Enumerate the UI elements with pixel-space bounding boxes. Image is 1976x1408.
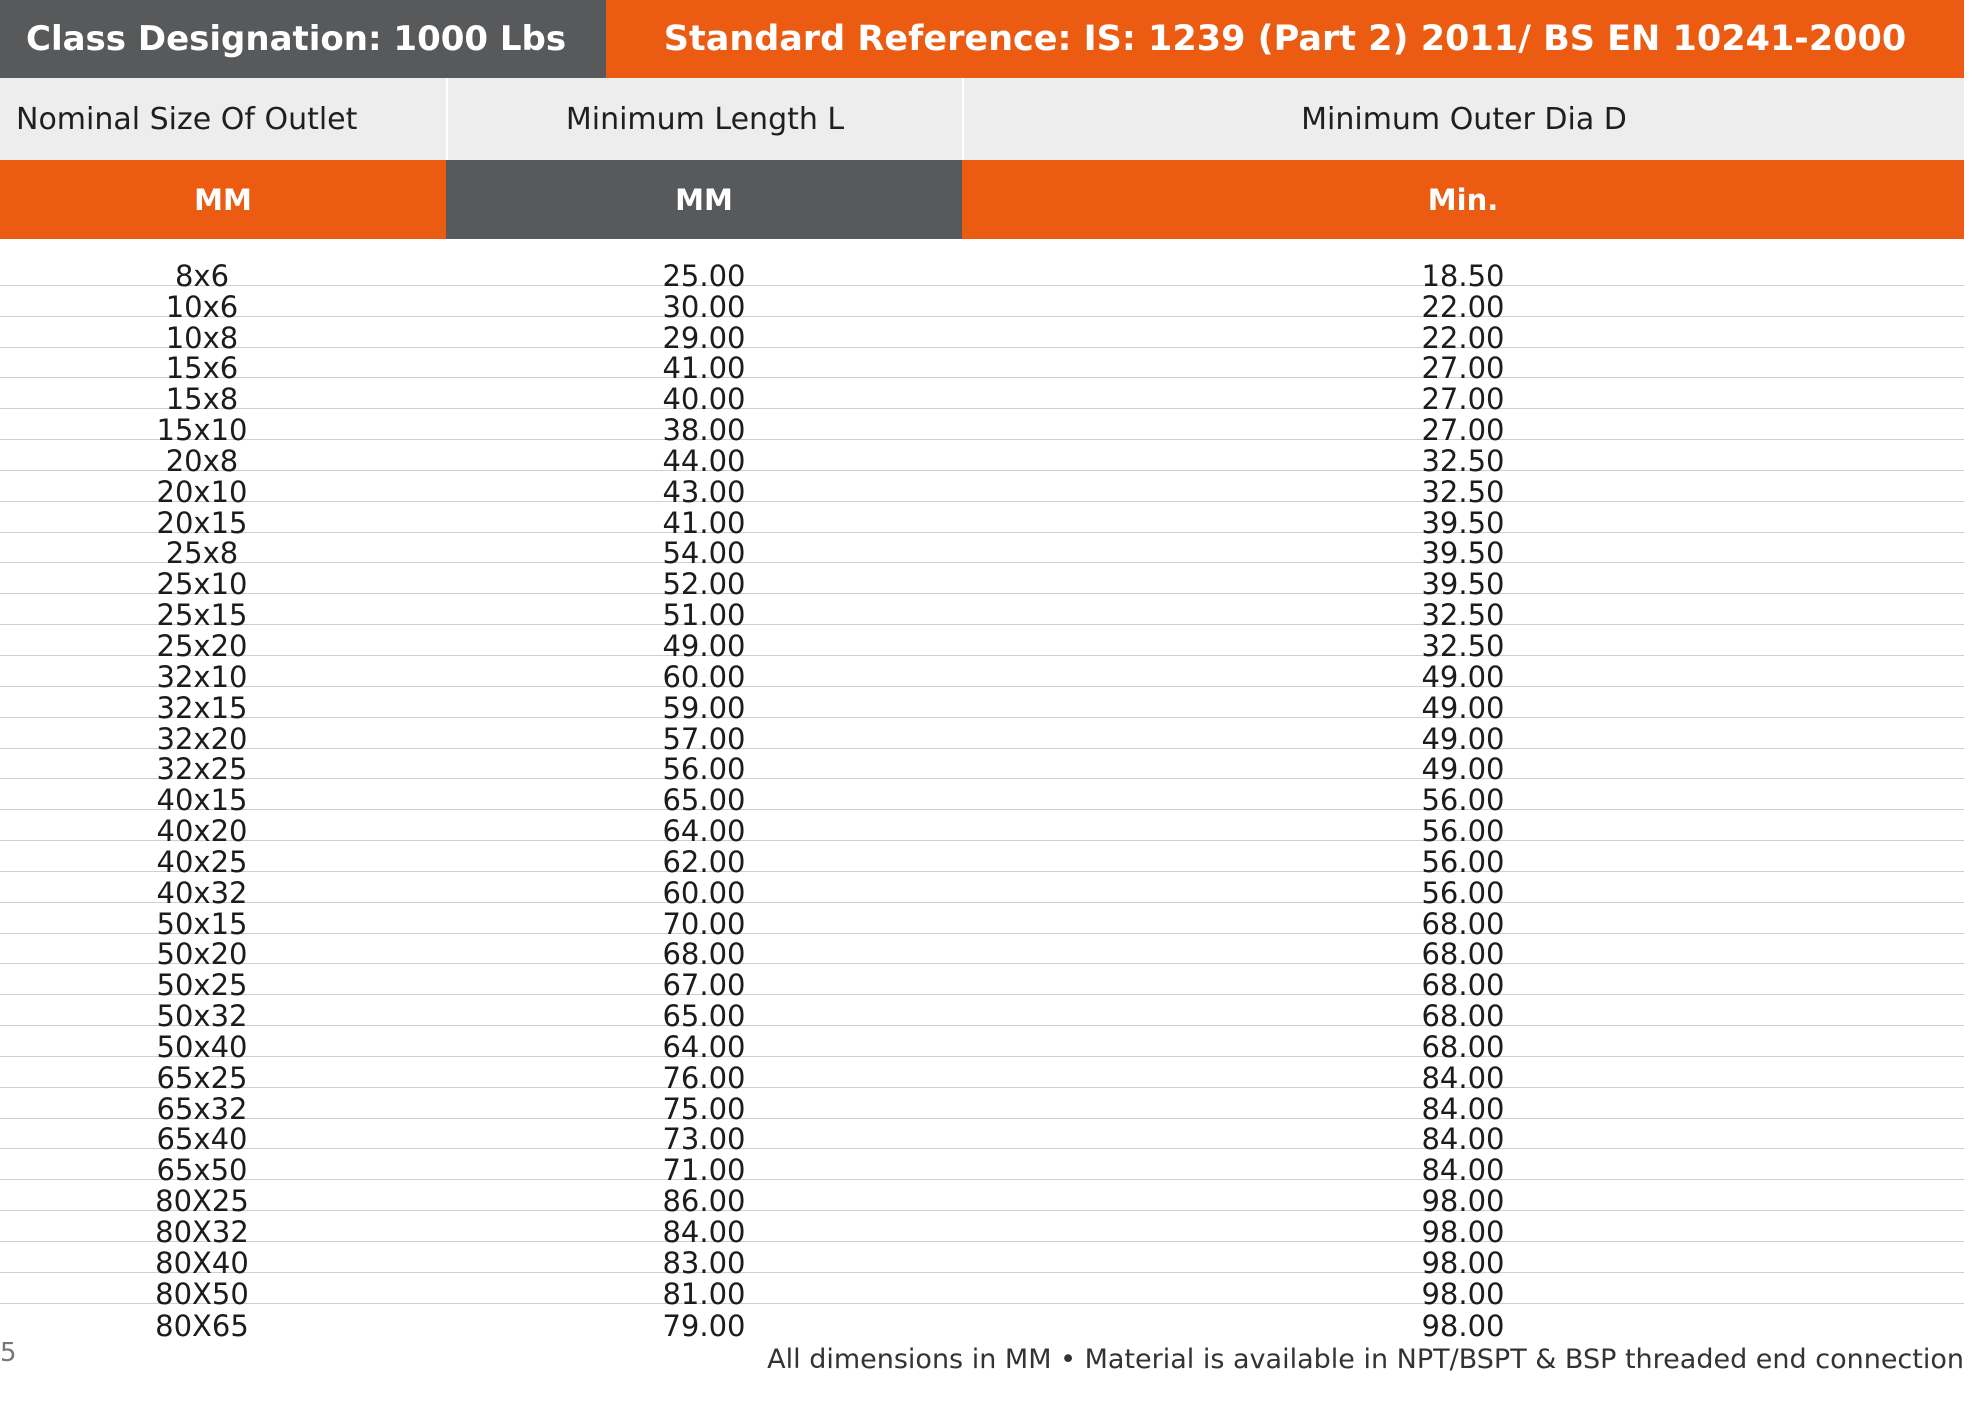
nominal-size-cell: 65x40 — [156, 1122, 248, 1157]
unit-header-diameter: Min. — [962, 160, 1964, 239]
minimum-length-cell: 71.00 — [662, 1153, 746, 1188]
minimum-outer-dia-cell: 39.50 — [1421, 505, 1505, 540]
minimum-length-cell: 86.00 — [662, 1184, 746, 1219]
minimum-length-cell: 44.00 — [662, 443, 746, 478]
minimum-length-cell: 38.00 — [662, 413, 746, 448]
page-number: 5 — [0, 1338, 17, 1368]
nominal-size-cell: 32x20 — [156, 721, 248, 756]
minimum-length-cell: 57.00 — [662, 721, 746, 756]
minimum-outer-dia-cell: 22.00 — [1421, 289, 1505, 324]
nominal-size-cell: 50x40 — [156, 1029, 248, 1064]
nominal-size-cell: 40x32 — [156, 875, 248, 910]
minimum-outer-dia-cell: 22.00 — [1421, 320, 1505, 355]
column-header-minimum-outer-dia: Minimum Outer Dia D — [962, 78, 1964, 160]
minimum-length-cell: 76.00 — [662, 1060, 746, 1095]
nominal-size-cell: 10x8 — [165, 320, 239, 355]
minimum-length-cell: 84.00 — [662, 1215, 746, 1249]
nominal-size-cell: 15x10 — [156, 413, 248, 448]
minimum-length-cell: 70.00 — [662, 906, 746, 941]
minimum-outer-dia-cell: 98.00 — [1421, 1215, 1505, 1249]
minimum-outer-dia-cell: 27.00 — [1421, 382, 1505, 417]
minimum-outer-dia-cell: 68.00 — [1421, 968, 1505, 1003]
minimum-outer-dia-cell: 49.00 — [1421, 659, 1505, 694]
minimum-outer-dia-cell: 27.00 — [1421, 413, 1505, 448]
minimum-length-cell: 65.00 — [662, 999, 746, 1034]
nominal-size-cell: 10x6 — [165, 289, 239, 324]
minimum-length-cell: 75.00 — [662, 1091, 746, 1126]
table-row — [0, 255, 1964, 293]
minimum-outer-dia-cell: 98.00 — [1421, 1184, 1505, 1219]
minimum-outer-dia-cell: 49.00 — [1421, 721, 1505, 756]
minimum-outer-dia-cell: 98.00 — [1421, 1308, 1505, 1343]
nominal-size-cell: 40x25 — [156, 844, 248, 879]
nominal-size-cell: 25x20 — [156, 628, 248, 663]
nominal-size-cell: 65x25 — [156, 1060, 248, 1095]
nominal-size-cell: 25x10 — [156, 567, 248, 602]
minimum-outer-dia-cell: 84.00 — [1421, 1091, 1505, 1126]
minimum-outer-dia-cell: 56.00 — [1421, 844, 1505, 879]
minimum-outer-dia-cell: 56.00 — [1421, 814, 1505, 849]
minimum-outer-dia-cell: 39.50 — [1421, 536, 1505, 571]
column-header-nominal-size: Nominal Size Of Outlet — [0, 78, 446, 160]
minimum-outer-dia-cell: 56.00 — [1421, 783, 1505, 818]
dimensions-table-body — [0, 255, 1964, 1343]
minimum-length-cell: 25.00 — [662, 258, 746, 293]
minimum-length-cell: 30.00 — [662, 289, 746, 324]
nominal-size-cell: 32x10 — [156, 659, 248, 694]
nominal-size-cell: 20x8 — [165, 443, 239, 478]
minimum-outer-dia-cell: 84.00 — [1421, 1122, 1505, 1157]
minimum-length-cell: 68.00 — [662, 937, 746, 972]
minimum-outer-dia-cell: 32.50 — [1421, 443, 1505, 478]
minimum-length-cell: 60.00 — [662, 875, 746, 910]
nominal-size-cell: 15x6 — [165, 351, 239, 386]
nominal-size-cell: 80X50 — [155, 1276, 249, 1311]
column-header-minimum-length: Minimum Length L — [446, 78, 962, 160]
minimum-length-cell: 73.00 — [662, 1122, 746, 1157]
minimum-outer-dia-cell: 56.00 — [1421, 875, 1505, 910]
minimum-length-cell: 52.00 — [662, 567, 746, 602]
minimum-length-cell: 41.00 — [662, 505, 746, 540]
nominal-size-cell: 65x32 — [156, 1091, 248, 1126]
minimum-length-cell: 41.00 — [662, 351, 746, 386]
footnote: All dimensions in MM • Material is available in NPT/BSPT & BSP threaded end connection — [767, 1344, 1964, 1375]
minimum-outer-dia-cell: 32.50 — [1421, 598, 1505, 633]
minimum-outer-dia-cell: 98.00 — [1421, 1245, 1505, 1280]
minimum-length-cell: 60.00 — [662, 659, 746, 694]
nominal-size-cell: 50x25 — [156, 968, 248, 1003]
nominal-size-cell: 25x8 — [165, 536, 239, 571]
nominal-size-cell: 32x25 — [156, 752, 248, 787]
minimum-length-cell: 83.00 — [662, 1245, 746, 1280]
unit-header-nominal: MM — [0, 160, 446, 239]
minimum-outer-dia-cell: 39.50 — [1421, 567, 1505, 602]
minimum-outer-dia-cell: 84.00 — [1421, 1060, 1505, 1095]
nominal-size-cell: 20x15 — [156, 505, 248, 540]
minimum-length-cell: 54.00 — [662, 536, 746, 571]
minimum-length-cell: 51.00 — [662, 598, 746, 633]
nominal-size-cell: 40x20 — [156, 814, 248, 849]
class-designation-title: Class Designation: 1000 Lbs — [0, 0, 606, 78]
minimum-length-cell: 67.00 — [662, 968, 746, 1003]
minimum-outer-dia-cell: 68.00 — [1421, 999, 1505, 1034]
nominal-size-cell: 40x15 — [156, 783, 248, 818]
minimum-length-cell: 29.00 — [662, 320, 746, 355]
minimum-outer-dia-cell: 68.00 — [1421, 906, 1505, 941]
minimum-outer-dia-cell: 68.00 — [1421, 937, 1505, 972]
minimum-length-cell: 62.00 — [662, 844, 746, 879]
minimum-outer-dia-cell: 18.50 — [1421, 258, 1505, 293]
standard-reference-title: Standard Reference: IS: 1239 (Part 2) 2011/ BS EN 10241-2000 — [606, 0, 1964, 78]
nominal-size-cell: 25x15 — [156, 598, 248, 633]
minimum-outer-dia-cell: 98.00 — [1421, 1276, 1505, 1311]
minimum-length-cell: 64.00 — [662, 1029, 746, 1064]
nominal-size-cell: 8x6 — [174, 258, 230, 293]
minimum-length-cell: 64.00 — [662, 814, 746, 849]
minimum-outer-dia-cell: 68.00 — [1421, 1029, 1505, 1064]
nominal-size-cell: 50x32 — [156, 999, 248, 1034]
nominal-size-cell: 20x10 — [156, 474, 248, 509]
unit-header-length: MM — [446, 160, 962, 239]
nominal-size-cell: 32x15 — [156, 690, 248, 725]
nominal-size-cell: 50x15 — [156, 906, 248, 941]
minimum-outer-dia-cell: 84.00 — [1421, 1153, 1505, 1188]
nominal-size-cell: 80X40 — [155, 1245, 249, 1280]
minimum-length-cell: 59.00 — [662, 690, 746, 725]
minimum-length-cell: 65.00 — [662, 783, 746, 818]
nominal-size-cell: 50x20 — [156, 937, 248, 972]
minimum-outer-dia-cell: 49.00 — [1421, 690, 1505, 725]
minimum-length-cell: 49.00 — [662, 628, 746, 663]
nominal-size-cell: 80X25 — [155, 1184, 249, 1219]
nominal-size-cell: 15x8 — [165, 382, 239, 417]
nominal-size-cell: 80X32 — [155, 1215, 249, 1249]
minimum-length-cell: 79.00 — [662, 1308, 746, 1343]
minimum-outer-dia-cell: 49.00 — [1421, 752, 1505, 787]
nominal-size-cell: 80X65 — [155, 1308, 249, 1343]
minimum-outer-dia-cell: 27.00 — [1421, 351, 1505, 386]
minimum-length-cell: 40.00 — [662, 382, 746, 417]
nominal-size-cell: 65x50 — [156, 1153, 248, 1188]
minimum-length-cell: 43.00 — [662, 474, 746, 509]
minimum-length-cell: 81.00 — [662, 1276, 746, 1311]
minimum-outer-dia-cell: 32.50 — [1421, 628, 1505, 663]
minimum-outer-dia-cell: 32.50 — [1421, 474, 1505, 509]
minimum-length-cell: 56.00 — [662, 752, 746, 787]
